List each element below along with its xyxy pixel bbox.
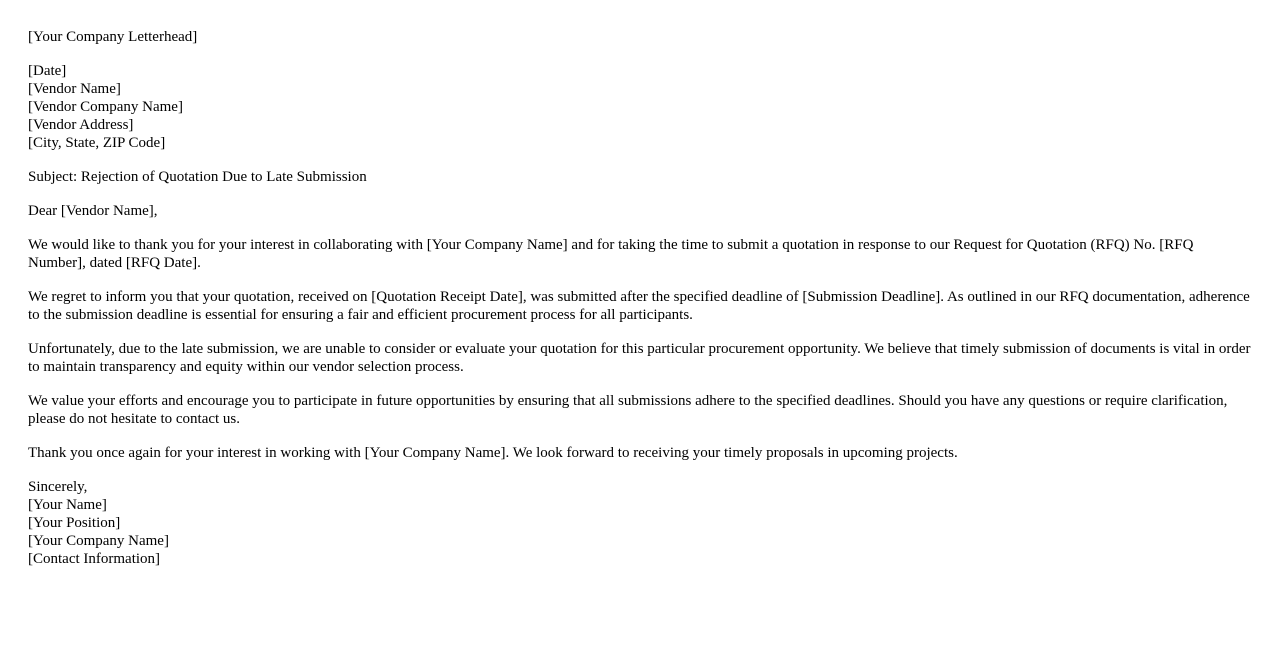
paragraph-text: We regret to inform you that your quotation, received on [Quotation Receipt Date], was submitted after the specified deadline of [Submission Deadline]. As outlined in our RFQ documentation, adherence to the submission deadline is essential for ensuring a fair and efficient procurement process for all participants. bbox=[28, 289, 1250, 323]
letterhead: [Your Company Letterhead] bbox=[28, 29, 198, 45]
paragraph-text: Thank you once again for your interest in working with [Your Company Name]. We look forward to receiving your timely proposals in upcoming projects. bbox=[28, 445, 958, 461]
paragraph-text: We value your efforts and encourage you to participate in future opportunities by ensuring that all submissions adhere to the specified deadlines. Should you have any questions or require clarification, please do not hesitate to contact us. bbox=[28, 393, 1228, 427]
salutation-block bbox=[28, 202, 1253, 220]
body-paragraph-1 bbox=[28, 236, 1253, 272]
body-paragraph-3 bbox=[28, 340, 1253, 376]
letter-document bbox=[28, 28, 1253, 584]
sender-name: [Your Name] bbox=[28, 497, 107, 513]
body-paragraph-4 bbox=[28, 392, 1253, 428]
subject-block bbox=[28, 168, 1253, 186]
sender-company: [Your Company Name] bbox=[28, 533, 169, 549]
vendor-city-state-zip: [City, State, ZIP Code] bbox=[28, 135, 166, 151]
subject-line: Subject: Rejection of Quotation Due to Late Submission bbox=[28, 169, 367, 185]
letter-date: [Date] bbox=[28, 63, 67, 79]
vendor-name: [Vendor Name] bbox=[28, 81, 121, 97]
recipient-block bbox=[28, 62, 1253, 152]
body-paragraph-2 bbox=[28, 288, 1253, 324]
vendor-company-name: [Vendor Company Name] bbox=[28, 99, 183, 115]
sender-contact-information: [Contact Information] bbox=[28, 551, 161, 567]
closing-block bbox=[28, 478, 1253, 568]
paragraph-text: We would like to thank you for your interest in collaborating with [Your Company Name] and for taking the time to submit a quotation in response to our Request for Quotation (RFQ) No. [RFQ Number], dated [RFQ Date]. bbox=[28, 237, 1194, 271]
salutation: Dear [Vendor Name], bbox=[28, 203, 158, 219]
sender-position: [Your Position] bbox=[28, 515, 121, 531]
vendor-address: [Vendor Address] bbox=[28, 117, 134, 133]
sign-off: Sincerely, bbox=[28, 479, 88, 495]
letterhead-block bbox=[28, 28, 1253, 46]
body-paragraph-5 bbox=[28, 444, 1253, 462]
paragraph-text: Unfortunately, due to the late submission, we are unable to consider or evaluate your quotation for this particular procurement opportunity. We believe that timely submission of documents is vital in order to maintain transparency and equity within our vendor selection process. bbox=[28, 341, 1251, 375]
